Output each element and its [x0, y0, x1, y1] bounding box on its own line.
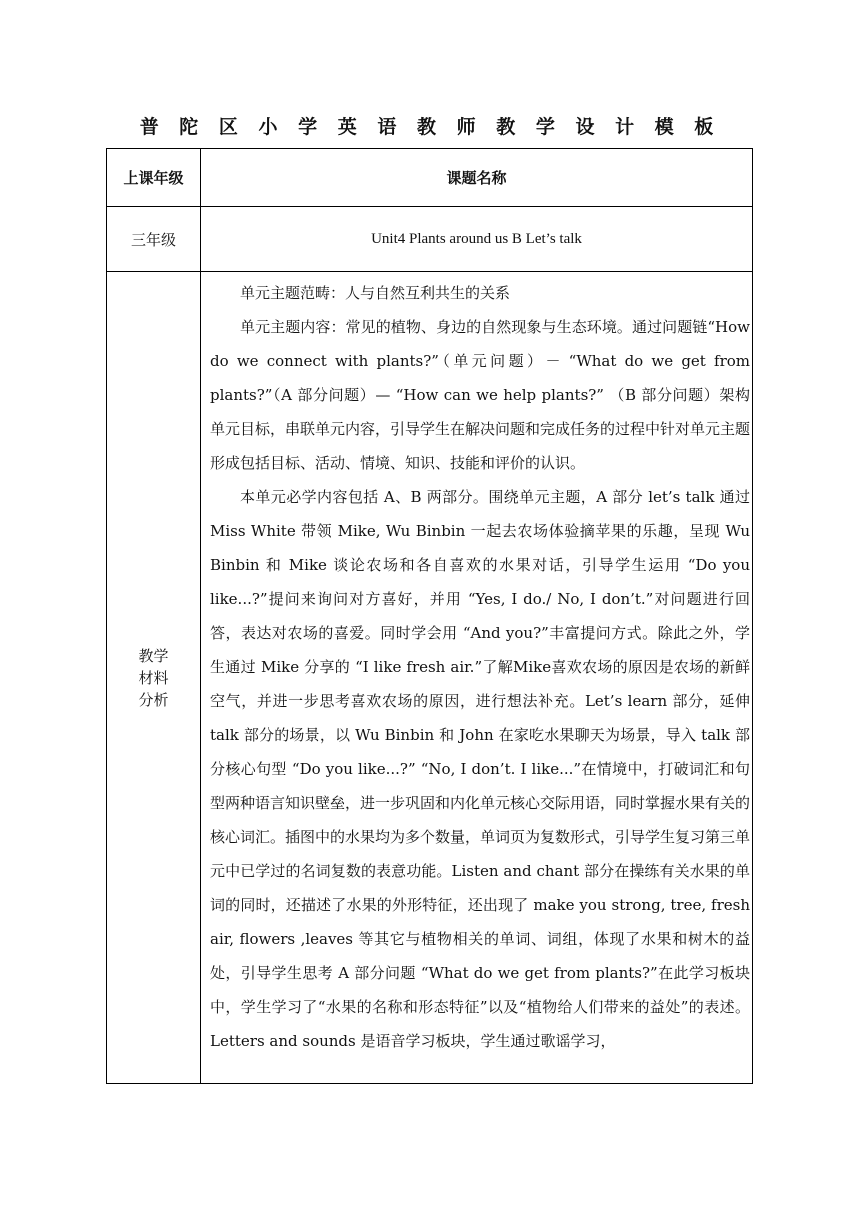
material-analysis-body	[201, 272, 752, 1058]
material-analysis-content-cell	[201, 272, 753, 1084]
material-analysis-label: 教学材料分析	[138, 646, 169, 709]
lesson-design-table	[106, 148, 753, 1084]
document-title: 普 陀 区 小 学 英 语 教 师 教 学 设 计 模 板	[139, 116, 721, 138]
grade-row	[107, 207, 753, 272]
material-analysis-row	[107, 272, 753, 1084]
table-header-row	[107, 149, 753, 207]
lesson-title-value-cell: Unit4 Plants around us B Let’s talk	[201, 207, 753, 272]
lesson-title-header-cell: 课题名称	[201, 149, 753, 207]
analysis-paragraph-unit-content: 本单元必学内容包括 A、B 两部分。围绕单元主题，A 部分 let’s talk 通过 Miss White 带领 Mike, Wu Binbin 一起去农场体验摘苹果的乐趣，呈现 Wu Binbin 和 Mike 谈论农场和各自喜欢的水果对话，引导学生运用 “Do you like...?”提问来询问对方喜好，并用 “Yes, I do./ No, I don’t.”对问题进行回答，表达对农场的喜爱。同时学会用 “And you?”丰富提问方式。除此之外，学生通过 Mike 分享的 “I like fresh air.”了解Mike喜欢农场的原因是农场的新鲜空气，并进一步思考喜欢农场的原因，进行想法补充。Let’s learn 部分，延伸 talk 部分的场景，以 Wu Binbin 和 John 在家吃水果聊天为场景，导入 talk 部分核心句型 “Do you like...?” “No, I don’t. I like...”在情境中，打破词汇和句型两种语言知识壁垒，进一步巩固和内化单元核心交际用语，同时掌握水果有关的核心词汇。插图中的水果均为多个数量，单词页为复数形式，引导学生复习第三单元中已学过的名词复数的表意功能。Listen and chant 部分在操练有关水果的单词的同时，还描述了水果的外形特征，还出现了 make you strong, tree, fresh air, flowers ,leaves 等其它与植物相关的单词、词组，体现了水果和树木的益处，引导学生思考 A 部分问题 “What do we get from plants?”在此学习板块中，学生学习了“水果的名称和形态特征”以及“植物给人们带来的益处”的表述。Letters and sounds 是语音学习板块，学生通过歌谣学习，	[210, 488, 751, 1050]
grade-value-cell: 三年级	[107, 207, 201, 272]
analysis-paragraph-theme-category: 单元主题范畴：人与自然互利共生的关系	[240, 284, 511, 302]
analysis-paragraph-theme-content: 单元主题内容：常见的植物、身边的自然现象与生态环境。通过问题链“How do we connect with plants?”（单元问题）－ “What do we get from plants?”（A 部分问题）— “How can we help plants?” （B 部分问题）架构单元目标，串联单元内容，引导学生在解决问题和完成任务的过程中针对单元主题形成包括目标、活动、情境、知识、技能和评价的认识。	[210, 318, 751, 472]
material-analysis-label-cell	[107, 272, 201, 1084]
grade-header-cell: 上课年级	[107, 149, 201, 207]
